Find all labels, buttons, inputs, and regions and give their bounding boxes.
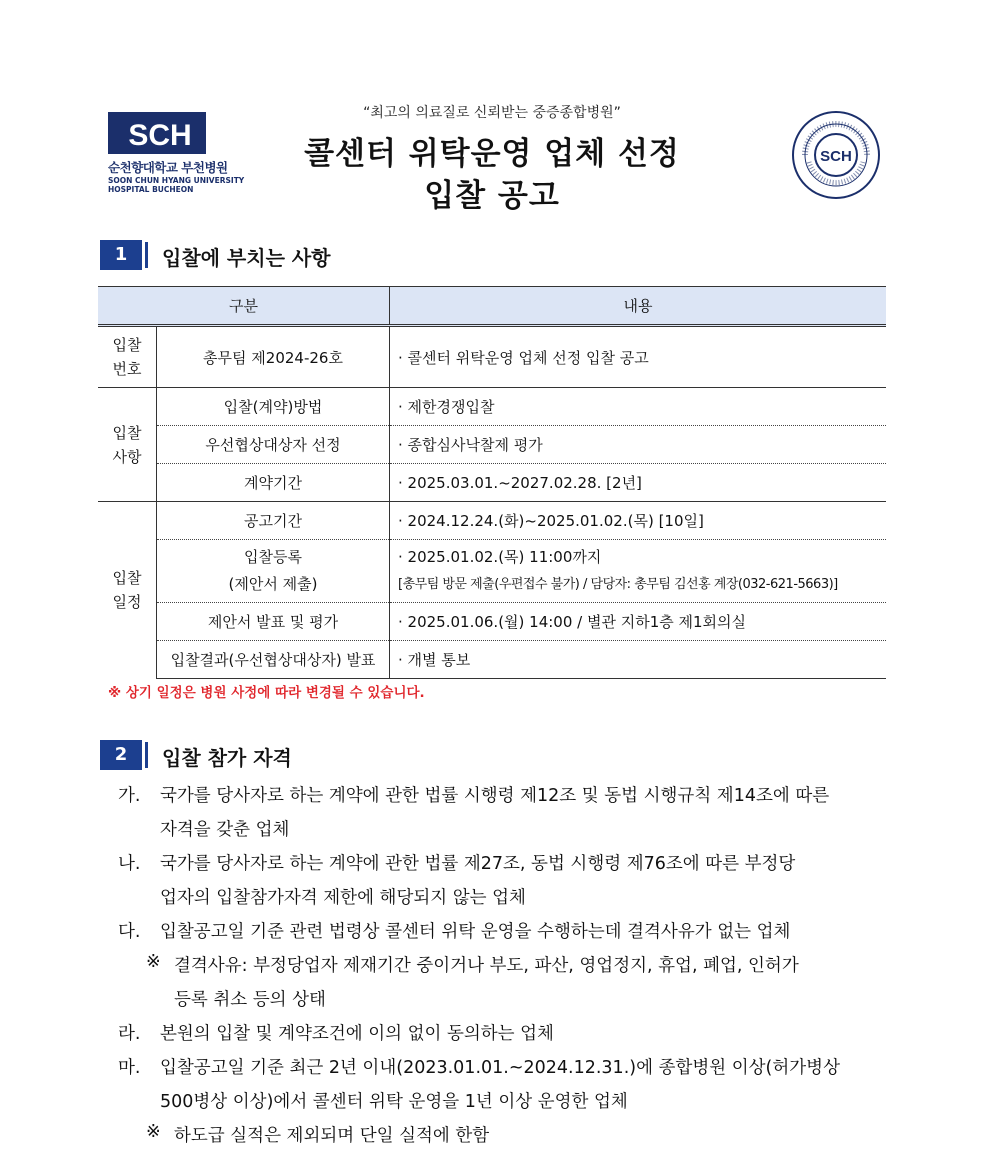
table-cell-item: 공고기간: [157, 502, 390, 540]
list-item-cont: [118, 1088, 898, 1122]
list-text: 국가를 당사자로 하는 계약에 관한 법률 시행령 제12조 및 동법 시행규칙 제14조에 따른: [160, 786, 830, 806]
section2-title: 입찰 참가 자격: [162, 746, 292, 770]
table-cell-item: 총무팀 제2024-26호: [157, 326, 390, 388]
table-header-category: 구분: [98, 287, 390, 326]
list-item-cont: [118, 816, 898, 850]
table-row: [98, 641, 886, 679]
list-marker: 나.: [118, 854, 141, 874]
table-cell-item: 입찰(계약)방법: [157, 388, 390, 426]
section1-number: 1: [100, 240, 142, 270]
list-marker: 다.: [118, 922, 141, 942]
document-title-line2: 입찰 공고: [424, 178, 560, 214]
list-note: [118, 1122, 898, 1156]
table-cell-content: · 종합심사낙찰제 평가: [390, 426, 887, 464]
qualification-list: [118, 782, 898, 1156]
table-cell-item: 입찰결과(우선협상대상자) 발표: [157, 641, 390, 679]
slogan: “최고의 의료질로 신뢰받는 중증종합병원”: [363, 105, 621, 121]
table-row: [98, 326, 886, 388]
table-row: [98, 540, 886, 603]
note-marker: ※: [146, 1122, 161, 1142]
seal-text: SCH: [820, 148, 852, 165]
table-cell-content: · 개별 통보: [390, 641, 887, 679]
list-text: 입찰공고일 기준 최근 2년 이내(2023.01.01.~2024.12.31.)에 종합병원 이상(허가병상: [160, 1058, 840, 1078]
note-text: 등록 취소 등의 상태: [174, 990, 326, 1010]
logo-english-line1: SOON CHUN HYANG UNIVERSITY: [108, 176, 245, 185]
list-text: 업자의 입찰참가자격 제한에 해당되지 않는 업체: [160, 888, 526, 908]
table-cell-content: · 2024.12.24.(화)~2025.01.02.(목) [10일]: [390, 502, 887, 540]
list-text: 입찰공고일 기준 관련 법령상 콜센터 위탁 운영을 수행하는데 결격사유가 없는 업체: [160, 922, 791, 942]
table-header-content: 내용: [390, 287, 887, 326]
register-content-line1: · 2025.01.02.(목) 11:00까지: [398, 548, 602, 566]
schedule-change-note: ※ 상기 일정은 병원 사정에 따라 변경될 수 있습니다.: [108, 685, 425, 701]
list-item: [118, 1020, 898, 1054]
register-content-line2: [총무팀 방문 제출(우편접수 불가) / 담당자: 총무팀 김선홍 계장(032-621-5663)]: [398, 577, 838, 592]
table-row: [98, 603, 886, 641]
table-row: [98, 426, 886, 464]
list-text: 본원의 입찰 및 계약조건에 이의 없이 동의하는 업체: [160, 1024, 554, 1044]
group-bid-number: 입찰 번호: [98, 326, 157, 388]
list-marker: 마.: [118, 1058, 141, 1078]
list-item: [118, 1054, 898, 1088]
group-bid-schedule: 입찰 일정: [98, 502, 157, 679]
section1-title: 입찰에 부치는 사항: [162, 246, 331, 270]
table-cell-item: 계약기간: [157, 464, 390, 502]
table-row: [98, 388, 886, 426]
list-item: [118, 850, 898, 884]
section1-divider: [145, 242, 148, 268]
list-marker: 라.: [118, 1024, 141, 1044]
table-cell-item: 제안서 발표 및 평가: [157, 603, 390, 641]
list-item: [118, 918, 898, 952]
list-note-cont: [118, 986, 898, 1020]
register-item-line2: (제안서 제출): [228, 575, 318, 593]
section2-number: 2: [100, 740, 142, 770]
table-cell-content: · 콜센터 위탁운영 업체 선정 입찰 공고: [390, 326, 887, 388]
list-item: [118, 782, 898, 816]
list-item-cont: [118, 884, 898, 918]
logo-mark-text: SCH: [128, 119, 192, 152]
list-marker: 가.: [118, 786, 141, 806]
logo-hospital-name: 순천향대학교 부천병원: [108, 160, 228, 175]
hospital-seal-icon: [791, 110, 881, 200]
list-note: [118, 952, 898, 986]
bid-info-table: [98, 286, 886, 679]
list-text: 자격을 갖춘 업체: [160, 820, 290, 840]
table-header-row: [98, 287, 886, 326]
table-cell-item: 우선협상대상자 선정: [157, 426, 390, 464]
table-row: [98, 464, 886, 502]
group-bid-terms: 입찰 사항: [98, 388, 157, 502]
table-cell-item: [157, 540, 390, 603]
register-item-line1: 입찰등록: [244, 548, 302, 566]
table-cell-content: · 2025.01.06.(월) 14:00 / 별관 지하1층 제1회의실: [390, 603, 887, 641]
list-text: 국가를 당사자로 하는 계약에 관한 법률 제27조, 동법 시행령 제76조에 따른 부정당: [160, 854, 796, 874]
document-title-line1: 콜센터 위탁운영 업체 선정: [304, 136, 680, 172]
note-text: 하도급 실적은 제외되며 단일 실적에 한함: [174, 1126, 490, 1146]
table-cell-content: · 제한경쟁입찰: [390, 388, 887, 426]
logo-english-line2: HOSPITAL BUCHEON: [108, 185, 194, 194]
table-row: [98, 502, 886, 540]
note-text: 결격사유: 부정당업자 제재기간 중이거나 부도, 파산, 영업정지, 휴업, 폐업, 인허가: [174, 956, 799, 976]
list-text: 500병상 이상)에서 콜센터 위탁 운영을 1년 이상 운영한 업체: [160, 1092, 628, 1112]
section2-divider: [145, 742, 148, 768]
table-cell-content: · 2025.03.01.~2027.02.28. [2년]: [390, 464, 887, 502]
table-cell-content: [390, 540, 887, 603]
note-marker: ※: [146, 952, 161, 972]
